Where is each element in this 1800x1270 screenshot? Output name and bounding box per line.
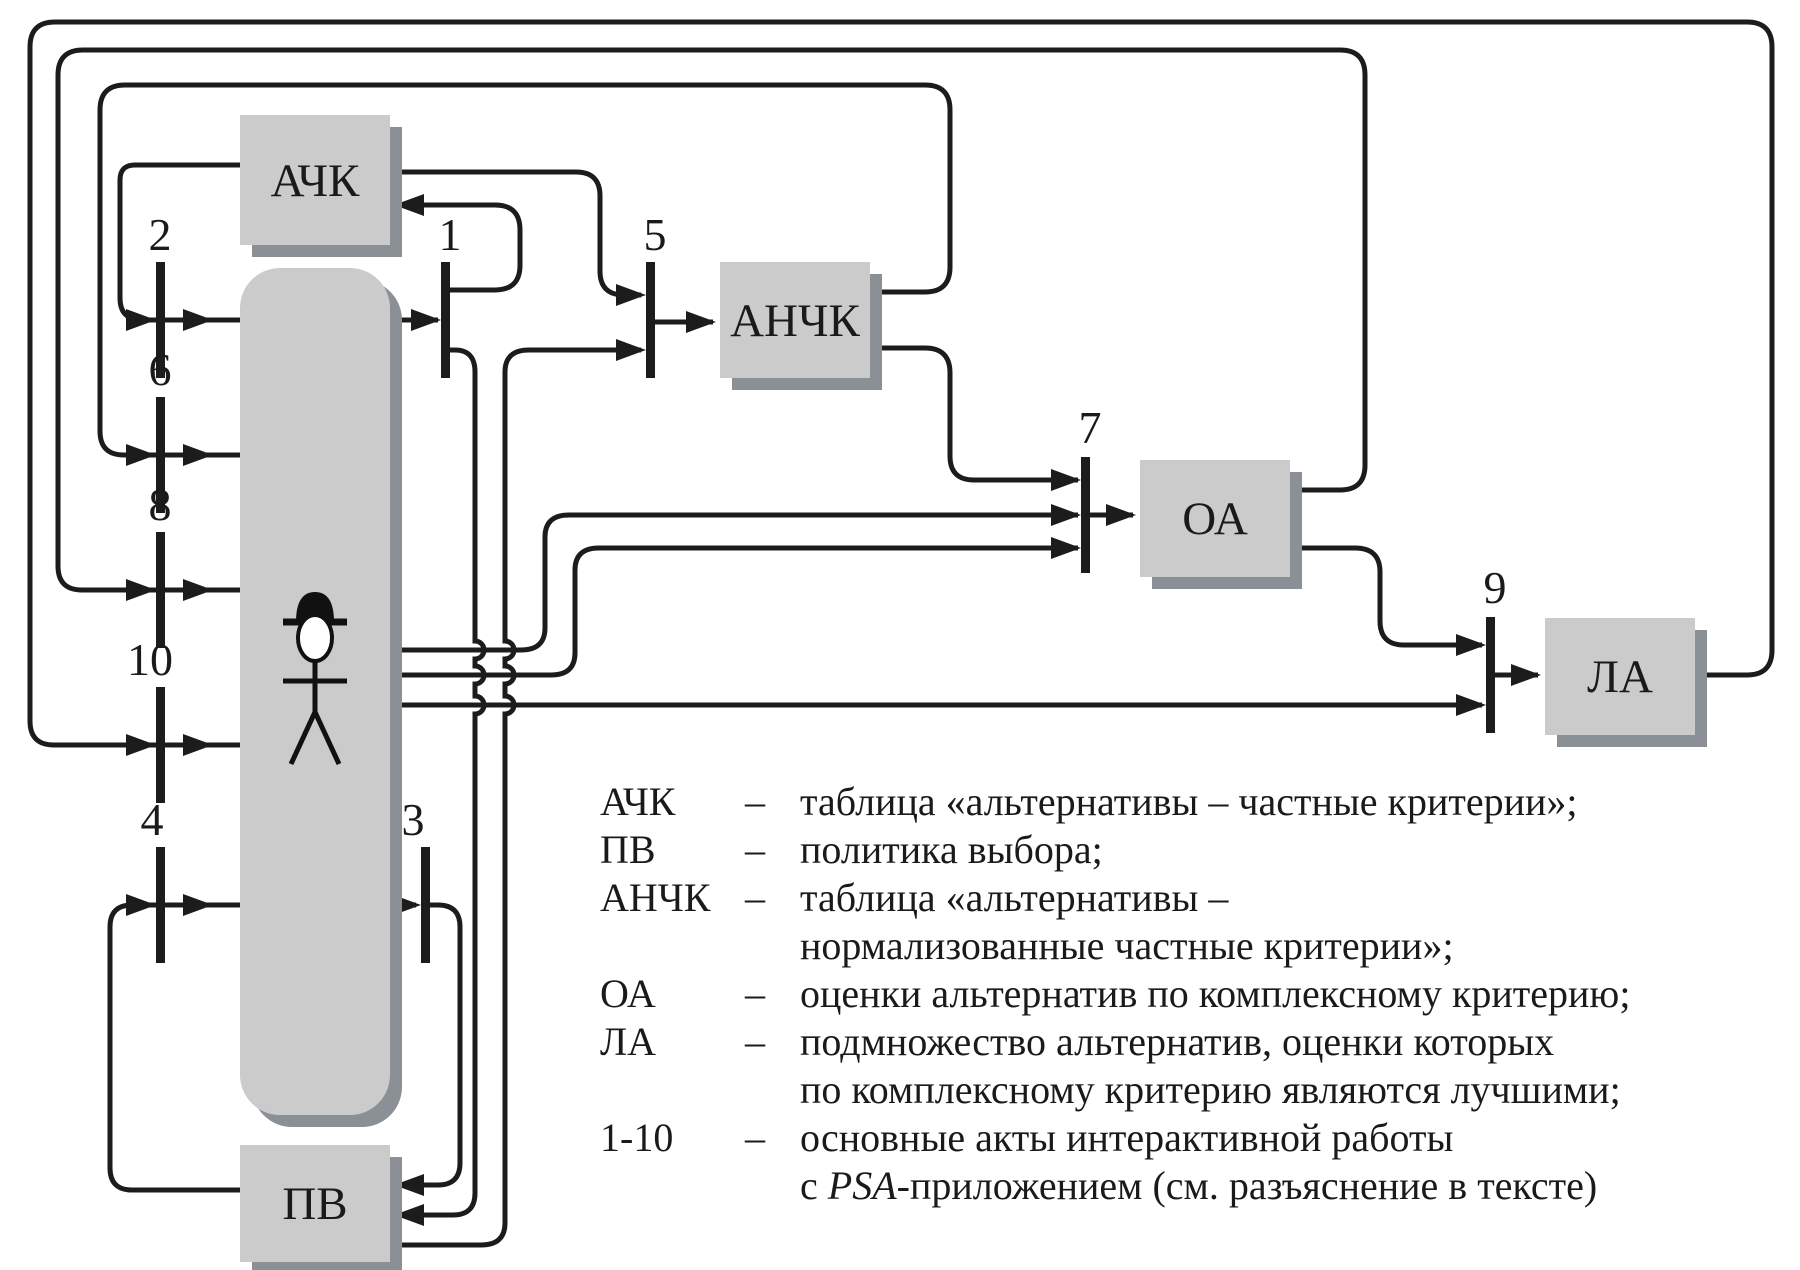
legend-definition: нормализованные частные критерии»; — [800, 923, 1454, 968]
act-number-10: 10 — [127, 634, 173, 685]
wire-pv-to-act4 — [110, 905, 240, 1190]
legend-definition: подмножество альтернатив, оценки которых — [800, 1019, 1555, 1064]
tick-bar-4 — [156, 847, 165, 963]
pv-label: ПВ — [282, 1178, 348, 1230]
arrowhead-act5-top — [616, 284, 646, 306]
legend-dash: – — [745, 1115, 765, 1160]
tick-bar-5 — [646, 262, 655, 378]
act-number-4: 4 — [140, 794, 164, 845]
act-number-2: 2 — [148, 209, 172, 260]
legend-dash: – — [745, 779, 765, 824]
arrowhead-la-in — [1511, 664, 1541, 686]
arrowhead-anchk-in — [686, 311, 716, 333]
legend-definition: политика выбора; — [800, 827, 1103, 872]
wire-act1-to-pv — [397, 350, 484, 1215]
arrowhead-act10-out — [183, 734, 213, 756]
arrowhead-act1 — [411, 309, 441, 331]
arrowhead-act4-in — [126, 894, 156, 916]
legend-term: АНЧК — [600, 875, 711, 920]
anchk-label: АНЧК — [730, 295, 860, 347]
legend-term: 1-10 — [600, 1115, 674, 1160]
arrowhead-act6-in — [126, 444, 156, 466]
person-head — [298, 615, 332, 661]
arrowhead-act7-bot — [1051, 537, 1081, 559]
legend-dash: – — [745, 875, 765, 920]
legend-dash: – — [745, 1019, 765, 1064]
wire-oa-to-act9 — [1290, 548, 1482, 645]
arrowhead-act10-in — [126, 734, 156, 756]
arrowhead-act2-in — [126, 309, 156, 331]
act-number-9: 9 — [1483, 562, 1507, 613]
tick-bar-7 — [1081, 457, 1090, 573]
arrowhead-act8-out — [183, 579, 213, 601]
arrowhead-act9-top — [1456, 634, 1486, 656]
tick-bar-3 — [421, 847, 430, 963]
tick-bar-9 — [1486, 617, 1495, 733]
tick-bar-8 — [156, 532, 165, 648]
legend-definition: основные акты интерактивной работы — [800, 1115, 1454, 1160]
act-number-7: 7 — [1078, 402, 1102, 453]
legend-psa-italic: PSA — [827, 1163, 897, 1208]
wire-achk-to-act2 — [120, 165, 240, 320]
legend-term: ЛА — [600, 1019, 657, 1064]
legend-definition: по комплексному критерию являются лучшими; — [800, 1067, 1621, 1112]
tick-bar-1 — [441, 262, 450, 378]
legend-definition-psa — [800, 1163, 1597, 1208]
wire-person-to-act7-bot — [390, 548, 1078, 675]
arrowhead-act4-out — [183, 894, 213, 916]
arrowhead-act7-top — [1051, 469, 1081, 491]
arrowhead-act8-in — [126, 579, 156, 601]
arrowhead-act5-bot — [616, 339, 646, 361]
tick-bar-10 — [156, 687, 165, 803]
arrowhead-act7-mid — [1051, 504, 1081, 526]
la-label: ЛА — [1587, 651, 1653, 703]
legend-term: АЧК — [600, 779, 676, 824]
arrowhead-oa-in — [1106, 504, 1136, 526]
arrowhead-act9-bot — [1456, 694, 1486, 716]
legend-psa-prefix: с — [800, 1163, 828, 1208]
act-number-1: 1 — [438, 209, 462, 260]
legend-psa-suffix: -приложением (см. разъяснение в тексте) — [896, 1163, 1598, 1208]
legend-term: ПВ — [600, 827, 656, 872]
legend-definition: таблица «альтернативы – — [800, 875, 1229, 920]
legend — [600, 779, 1630, 1208]
legend-term: ОА — [600, 971, 656, 1016]
oa-label: ОА — [1182, 493, 1248, 545]
arrowhead-act6-out — [183, 444, 213, 466]
wire-person-to-act7-mid — [390, 515, 1078, 650]
act-number-3: 3 — [401, 794, 425, 845]
wire-anchk-to-act7 — [870, 348, 1078, 480]
legend-dash: – — [745, 971, 765, 1016]
act-number-8: 8 — [148, 479, 172, 530]
act-number-6: 6 — [148, 344, 172, 395]
achk-label: АЧК — [270, 155, 360, 207]
act-number-5: 5 — [643, 209, 667, 260]
legend-definition: таблица «альтернативы – частные критерии»; — [800, 779, 1578, 824]
legend-definition: оценки альтернатив по комплексному критерию; — [800, 971, 1631, 1016]
legend-dash: – — [745, 827, 765, 872]
arrowhead-act2-out — [183, 309, 213, 331]
